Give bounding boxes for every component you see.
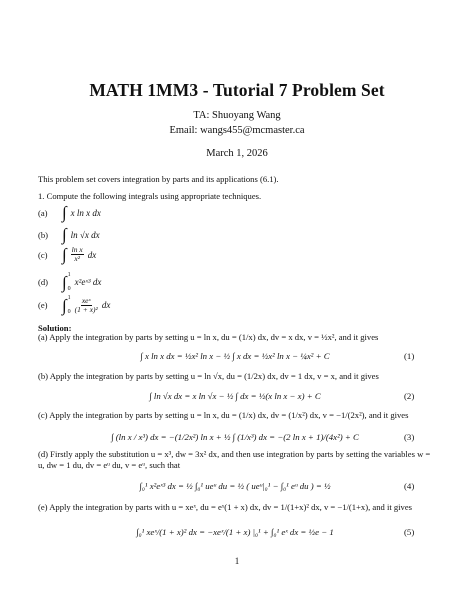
- solution-c-text: (c) Apply the integration by parts by setting u = ln x, du = (1/x) dx, dv = (1/x²) dx, v = −1/(2x²), and it gives: [38, 410, 409, 420]
- integral-sign: ∫: [62, 245, 67, 264]
- intro-text: This problem set covers integration by parts and its applications (6.1).: [38, 174, 279, 184]
- problem-c: [38, 246, 96, 263]
- upper-limit: 1: [67, 295, 71, 301]
- document-date: March 1, 2026: [206, 148, 268, 159]
- equation-number: (2): [404, 391, 415, 401]
- equation-4: ∫₀¹ x²eˣ³ dx = ½ ∫₀¹ ueᵘ du = ½ ( ueᵘ|₀¹ − ∫₀¹ eᵘ du ) = ½: [139, 481, 331, 491]
- integral-limits: [68, 295, 71, 315]
- fraction-numerator: xeˣ: [81, 295, 91, 305]
- lower-limit: 0: [67, 286, 71, 292]
- equation-number: (4): [404, 481, 415, 491]
- ta-name: TA: Shuoyang Wang: [193, 110, 281, 121]
- solution-d-text: (d) Firstly apply the substitution u = x³, dw = 3x² dx, and then use integration by parts by setting the variables w = u, dw = 1 du, dv = eᵘ du, v = eᵘ, such that: [38, 449, 431, 470]
- integral-sign: ∫: [62, 225, 67, 244]
- equation-number: (5): [404, 527, 415, 537]
- problem-tail: dx: [87, 249, 97, 260]
- problem-e: [38, 295, 110, 315]
- fraction: [75, 297, 98, 314]
- solution-heading: Solution:: [38, 323, 72, 333]
- problem-label: (c): [38, 249, 48, 260]
- problem-label: (a): [38, 207, 48, 218]
- solution-b-text: (b) Apply the integration by parts by setting u = ln √x, du = (1/2x) dx, dv = 1 dx, v = x, and it gives: [38, 371, 379, 381]
- problem-d: [38, 272, 101, 292]
- lower-limit: 0: [67, 309, 71, 315]
- equation-number: (3): [404, 432, 415, 442]
- integral-limits: [68, 272, 71, 292]
- equation-2: ∫ ln √x dx = x ln √x − ½ ∫ dx = ½(x ln x − x) + C: [149, 391, 321, 401]
- problem-integrand: x ln x dx: [70, 207, 101, 218]
- page-number: 1: [234, 556, 240, 566]
- solution-a-text: (a) Apply the integration by parts by setting u = ln x, du = (1/x) dx, dv = x dx, v = ½x², and it gives: [38, 332, 379, 342]
- fraction: [71, 246, 84, 263]
- upper-limit: 1: [67, 272, 71, 278]
- problem-tail: dx: [101, 300, 111, 310]
- equation-5: ∫₀¹ xeˣ/(1 + x)² dx = −xeˣ/(1 + x) |₀¹ + ∫₀¹ eˣ dx = ½e − 1: [136, 527, 334, 537]
- problem-b: [38, 226, 100, 243]
- integral-sign: ∫: [62, 295, 67, 315]
- problem-integrand: ln √x dx: [70, 229, 100, 240]
- integral-sign: ∫: [62, 272, 67, 292]
- ta-email: Email: wangs455@mcmaster.ca: [169, 125, 305, 136]
- problem-a: [38, 204, 101, 221]
- integral-sign: ∫: [62, 203, 67, 222]
- equation-1: ∫ x ln x dx = ½x² ln x − ½ ∫ x dx = ½x² ln x − ¼x² + C: [140, 351, 330, 361]
- problem-integrand: x²eˣ³ dx: [74, 277, 102, 287]
- fraction-numerator: ln x: [71, 245, 83, 254]
- problem-label: (e): [38, 300, 48, 310]
- problem-label: (b): [38, 229, 49, 240]
- fraction-denominator: x²: [74, 254, 80, 263]
- equation-number: (1): [404, 351, 415, 361]
- equation-3: ∫ (ln x / x³) dx = −(1/2x²) ln x + ½ ∫ (1/x³) dx = −(2 ln x + 1)/(4x²) + C: [111, 432, 359, 442]
- question-text: 1. Compute the following integrals using appropriate techniques.: [38, 191, 262, 201]
- solution-e-text: (e) Apply the integration by parts with u = xeˣ, du = eˣ(1 + x) dx, dv = 1/(1+x)² dx, v = −1/(1+x), and it gives: [38, 502, 413, 512]
- page-title: MATH 1MM3 - Tutorial 7 Problem Set: [89, 80, 385, 100]
- problem-label: (d): [38, 277, 49, 287]
- fraction-denominator: (1 + x)²: [74, 304, 98, 314]
